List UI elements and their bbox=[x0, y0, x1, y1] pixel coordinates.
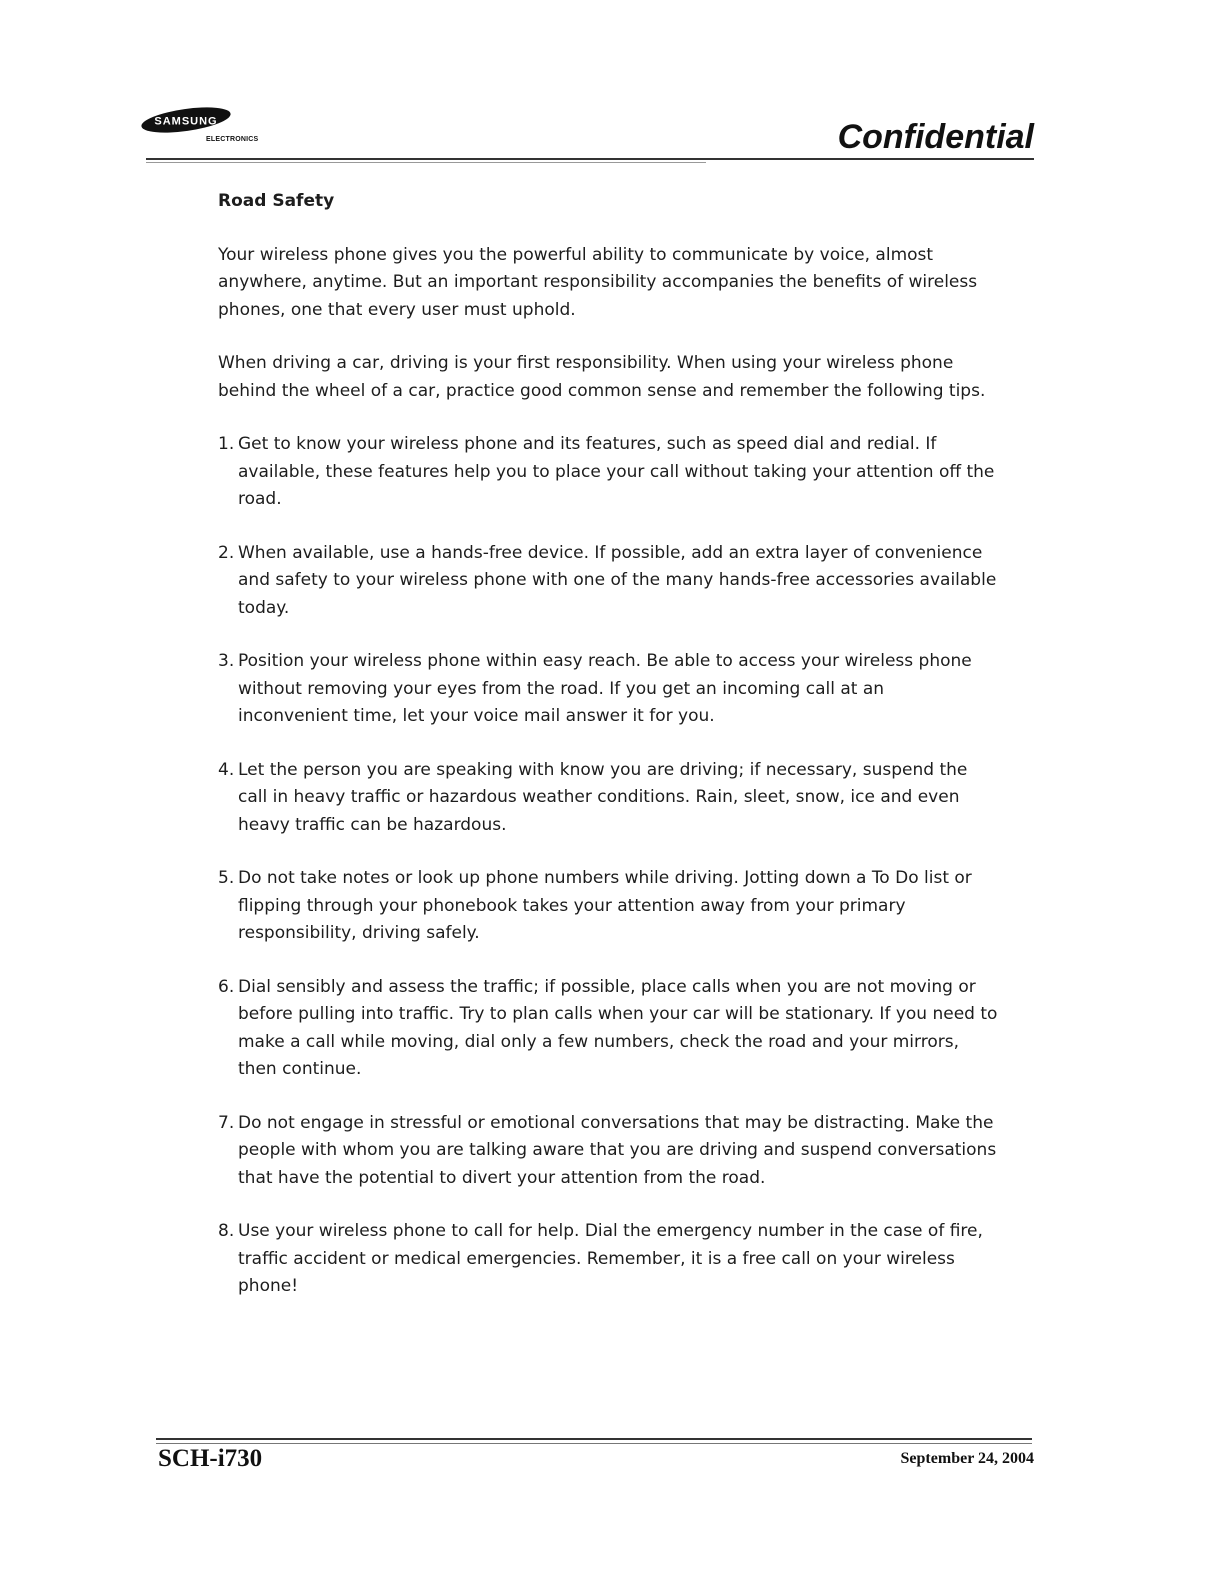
tip-number: 8. bbox=[218, 1221, 235, 1241]
intro-paragraph-2: When driving a car, driving is your first responsibility. When using your wireless phone behind the wheel of a car, practice good common sense and remember the following tips. bbox=[218, 353, 986, 401]
tip-text: Dial sensibly and assess the traffic; if possible, place calls when you are not moving or before pulling into traffic. Try to plan calls when your car will be stationary. If you need to make a call while moving, dial only a few numbers, check the road and your mirrors, then continue. bbox=[238, 976, 998, 1079]
footer-rule-thin bbox=[156, 1443, 1032, 1444]
tip-number: 3. bbox=[218, 651, 235, 671]
document-body bbox=[218, 188, 998, 1327]
confidential-label: Confidential bbox=[837, 118, 1034, 156]
tip-item bbox=[218, 757, 998, 840]
tip-text: Let the person you are speaking with know you are driving; if necessary, suspend the call in heavy traffic or hazardous weather conditions. Rain, sleet, snow, ice and even heavy traffic can be hazardous. bbox=[238, 759, 968, 835]
header-rule-thin bbox=[146, 162, 706, 163]
samsung-logo bbox=[140, 104, 270, 148]
tip-text: Do not engage in stressful or emotional conversations that may be distracting. Make the people with whom you are talking aware that you are driving and suspend conversations that have the potential to divert your attention from the road. bbox=[238, 1112, 997, 1188]
tip-number: 5. bbox=[218, 868, 235, 888]
tip-number: 4. bbox=[218, 759, 235, 780]
tip-item bbox=[218, 540, 998, 623]
tip-text: Get to know your wireless phone and its features, such as speed dial and redial. If available, these features help you to place your call without taking your attention off the road. bbox=[238, 434, 995, 509]
document-date: September 24, 2004 bbox=[900, 1450, 1034, 1467]
tip-text: Do not take notes or look up phone numbers while driving. Jotting down a To Do list or flipping through your phonebook takes your attention away from your primary responsibility, driving safely. bbox=[238, 868, 972, 943]
section-title: Road Safety bbox=[218, 191, 335, 211]
tip-number: 1. bbox=[218, 434, 235, 454]
tip-number: 2. bbox=[218, 542, 235, 563]
logo-brand-text: SAMSUNG bbox=[154, 115, 218, 128]
tip-number: 7. bbox=[218, 1112, 235, 1133]
footer-rule bbox=[156, 1438, 1032, 1440]
tip-item bbox=[218, 865, 998, 948]
tip-text: Use your wireless phone to call for help. Dial the emergency number in the case of fire, traffic accident or medical emergencies. Remember, it is a free call on your wireless phone! bbox=[238, 1221, 983, 1296]
intro-paragraph-1: Your wireless phone gives you the powerful ability to communicate by voice, almost anywhere, anytime. But an important responsibility accompanies the benefits of wireless phones, one that every user must uphold. bbox=[218, 244, 978, 320]
tip-item bbox=[218, 974, 998, 1084]
samsung-logo-oval bbox=[140, 104, 236, 134]
tip-text: When available, use a hands-free device. If possible, add an extra layer of convenience and safety to your wireless phone with one of the many hands-free accessories available today. bbox=[238, 542, 997, 618]
tip-item bbox=[218, 648, 998, 731]
tip-item bbox=[218, 431, 998, 514]
tip-number: 6. bbox=[218, 976, 235, 997]
tip-item bbox=[218, 1110, 998, 1193]
tip-text: Position your wireless phone within easy reach. Be able to access your wireless phone without removing your eyes from the road. If you get an incoming call at an inconvenient time, let your voice mail answer it for you. bbox=[238, 651, 972, 726]
header-rule bbox=[146, 158, 1034, 160]
model-number: SCH-i730 bbox=[158, 1445, 263, 1472]
logo-subtitle: ELECTRONICS bbox=[206, 136, 259, 143]
tip-item bbox=[218, 1218, 998, 1301]
